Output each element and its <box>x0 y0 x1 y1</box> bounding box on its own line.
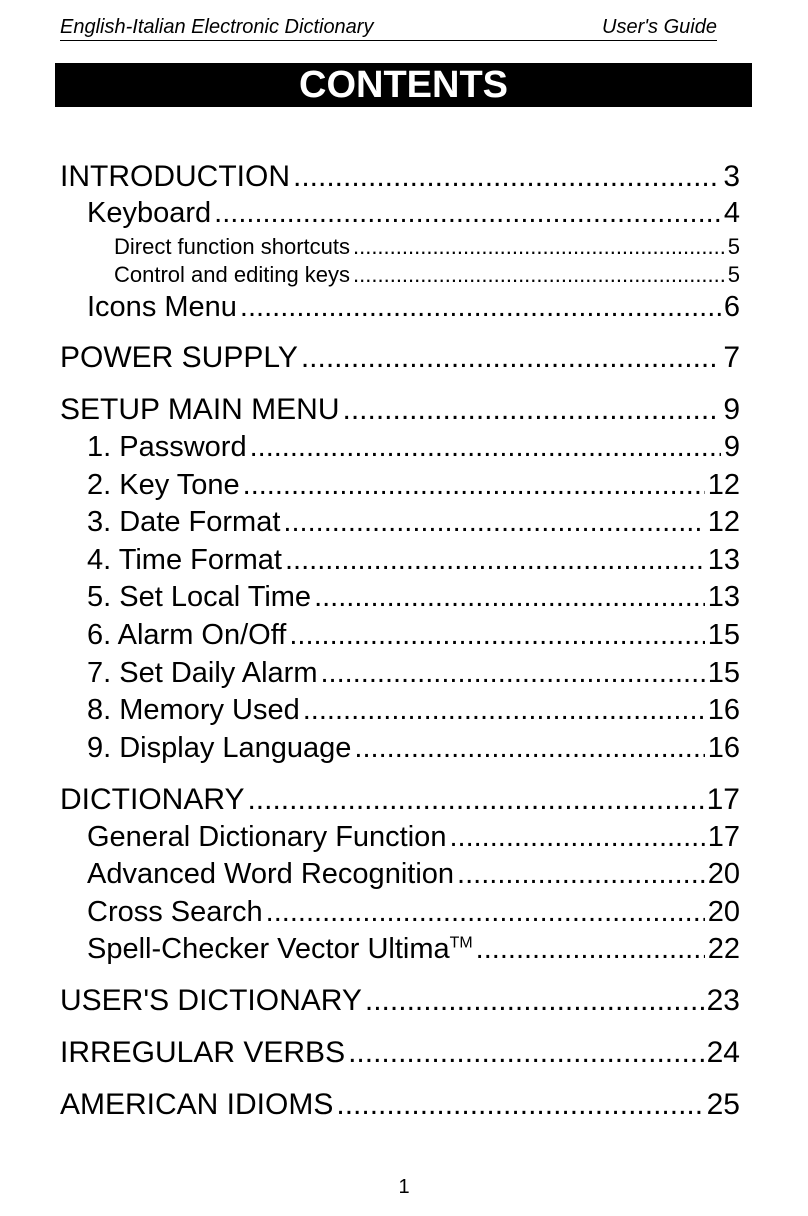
dot-leader <box>476 933 705 966</box>
toc-entry-title: 4. Time Format <box>87 544 282 576</box>
toc-entry-key-tone[interactable] <box>87 469 740 502</box>
dot-leader <box>365 984 704 1018</box>
toc-entry-page: 13 <box>707 544 740 576</box>
toc-entry-control-and-editing-keys[interactable] <box>114 262 740 288</box>
toc-entry-title: Direct function shortcuts <box>114 234 350 259</box>
dot-leader <box>303 694 705 727</box>
toc-entry-page: 7 <box>723 341 740 374</box>
toc-entry-alarm-on-off[interactable] <box>87 619 740 652</box>
toc-entry-irregular-verbs[interactable] <box>60 1036 740 1070</box>
toc-entry-time-format[interactable] <box>87 544 740 577</box>
toc-entry-introduction[interactable] <box>60 160 740 194</box>
toc-entry-page: 22 <box>707 933 740 965</box>
toc-entry-title-text: Spell-Checker Vector Ultima <box>87 933 450 965</box>
toc-entry-page: 9 <box>723 393 740 426</box>
toc-entry-set-daily-alarm[interactable] <box>87 657 740 690</box>
toc-entry-page: 16 <box>707 732 740 764</box>
toc-entry-title: USER'S DICTIONARY <box>60 984 362 1017</box>
dot-leader <box>449 821 704 854</box>
toc-entry-title: POWER SUPPLY <box>60 341 298 374</box>
toc-entry-page: 3 <box>723 160 740 193</box>
toc-entry-page: 17 <box>706 783 740 816</box>
toc-entry-date-format[interactable] <box>87 506 740 539</box>
toc-entry-page: 5 <box>727 262 740 287</box>
toc-entry-page: 16 <box>707 694 740 726</box>
toc-entry-page: 25 <box>706 1088 740 1121</box>
toc-entry-page: 4 <box>723 197 740 229</box>
toc-entry-page: 15 <box>707 619 740 651</box>
toc-entry-keyboard[interactable] <box>87 197 740 230</box>
toc-entry-title: Cross Search <box>87 896 263 928</box>
toc-entry-title: 5. Set Local Time <box>87 581 312 613</box>
toc-entry-page: 24 <box>706 1036 740 1069</box>
toc-entry-title: Keyboard <box>87 197 212 229</box>
dot-leader <box>314 581 705 614</box>
toc-entry-general-dictionary-function[interactable] <box>87 821 740 854</box>
toc-entry-display-language[interactable] <box>87 732 740 765</box>
toc-entry-title: 3. Date Format <box>87 506 281 538</box>
toc-entry-page: 23 <box>706 984 740 1017</box>
dot-leader <box>283 506 704 539</box>
dot-leader <box>214 197 721 230</box>
dot-leader <box>336 1088 703 1122</box>
toc-entry-title: 8. Memory Used <box>87 694 300 726</box>
toc-entry-title: DICTIONARY <box>60 783 245 816</box>
dot-leader <box>348 1036 704 1070</box>
dot-leader <box>354 732 704 765</box>
page-number: 1 <box>398 1176 410 1198</box>
toc-entry-page: 12 <box>707 506 740 538</box>
dot-leader <box>320 657 704 690</box>
toc-entry-page: 15 <box>707 657 740 689</box>
toc-entry-dictionary[interactable] <box>60 783 740 817</box>
header-book-title: English-Italian Electronic Dictionary <box>60 16 374 38</box>
dot-leader <box>293 160 720 194</box>
toc-entry-title: 7. Set Daily Alarm <box>87 657 318 689</box>
toc-entry-page: 20 <box>707 896 740 928</box>
toc-entry-title: Advanced Word Recognition <box>87 858 455 890</box>
dot-leader <box>247 783 703 817</box>
toc-entry-setup-main-menu[interactable] <box>60 393 740 427</box>
toc-entry-title: IRREGULAR VERBS <box>60 1036 346 1069</box>
toc-entry-page: 13 <box>707 581 740 613</box>
toc-entry-title: Icons Menu <box>87 291 237 323</box>
toc-entry-title: 6. Alarm On/Off <box>87 619 287 651</box>
toc-entry-memory-used[interactable] <box>87 694 740 727</box>
toc-entry-page: 20 <box>707 858 740 890</box>
toc-entry-page: 12 <box>707 469 740 501</box>
trademark-mark: TM <box>449 934 473 952</box>
toc-entry-title: AMERICAN IDIOMS <box>60 1088 334 1121</box>
dot-leader <box>289 619 704 652</box>
toc-entry-title: 9. Display Language <box>87 732 352 764</box>
toc-entry-advanced-word-recognition[interactable] <box>87 858 740 891</box>
toc-entry-title: SETUP MAIN MENU <box>60 393 340 426</box>
toc-entry-icons-menu[interactable] <box>87 291 740 324</box>
dot-leader <box>250 431 721 464</box>
dot-leader <box>301 341 720 375</box>
dot-leader <box>457 858 705 891</box>
toc-entry-page: 6 <box>723 291 740 323</box>
dot-leader <box>353 234 725 260</box>
toc-entry-title: 1. Password <box>87 431 247 463</box>
toc-entry-title <box>87 933 473 966</box>
toc-entry-page: 17 <box>707 821 740 853</box>
toc-entry-title: 2. Key Tone <box>87 469 240 501</box>
dot-leader <box>342 393 720 427</box>
toc-entry-title: General Dictionary Function <box>87 821 447 853</box>
toc-entry-american-idioms[interactable] <box>60 1088 740 1122</box>
dot-leader <box>243 469 705 502</box>
toc-entry-cross-search[interactable] <box>87 896 740 929</box>
toc-entry-password[interactable] <box>87 431 740 464</box>
header-guide-label: User's Guide <box>602 16 717 38</box>
toc-entry-page: 9 <box>723 431 740 463</box>
dot-leader <box>353 262 725 288</box>
toc-entry-title: INTRODUCTION <box>60 160 290 193</box>
dot-leader <box>266 896 705 929</box>
toc-entry-title: Control and editing keys <box>114 262 351 287</box>
toc-entry-users-dictionary[interactable] <box>60 984 740 1018</box>
dot-leader <box>285 544 705 577</box>
toc-entry-direct-function-shortcuts[interactable] <box>114 234 740 260</box>
toc-entry-set-local-time[interactable] <box>87 581 740 614</box>
toc-entry-power-supply[interactable] <box>60 341 740 375</box>
contents-heading: CONTENTS <box>55 63 752 107</box>
toc-entry-spell-checker[interactable] <box>87 933 740 966</box>
toc-entry-page: 5 <box>727 234 740 259</box>
dot-leader <box>240 291 721 324</box>
